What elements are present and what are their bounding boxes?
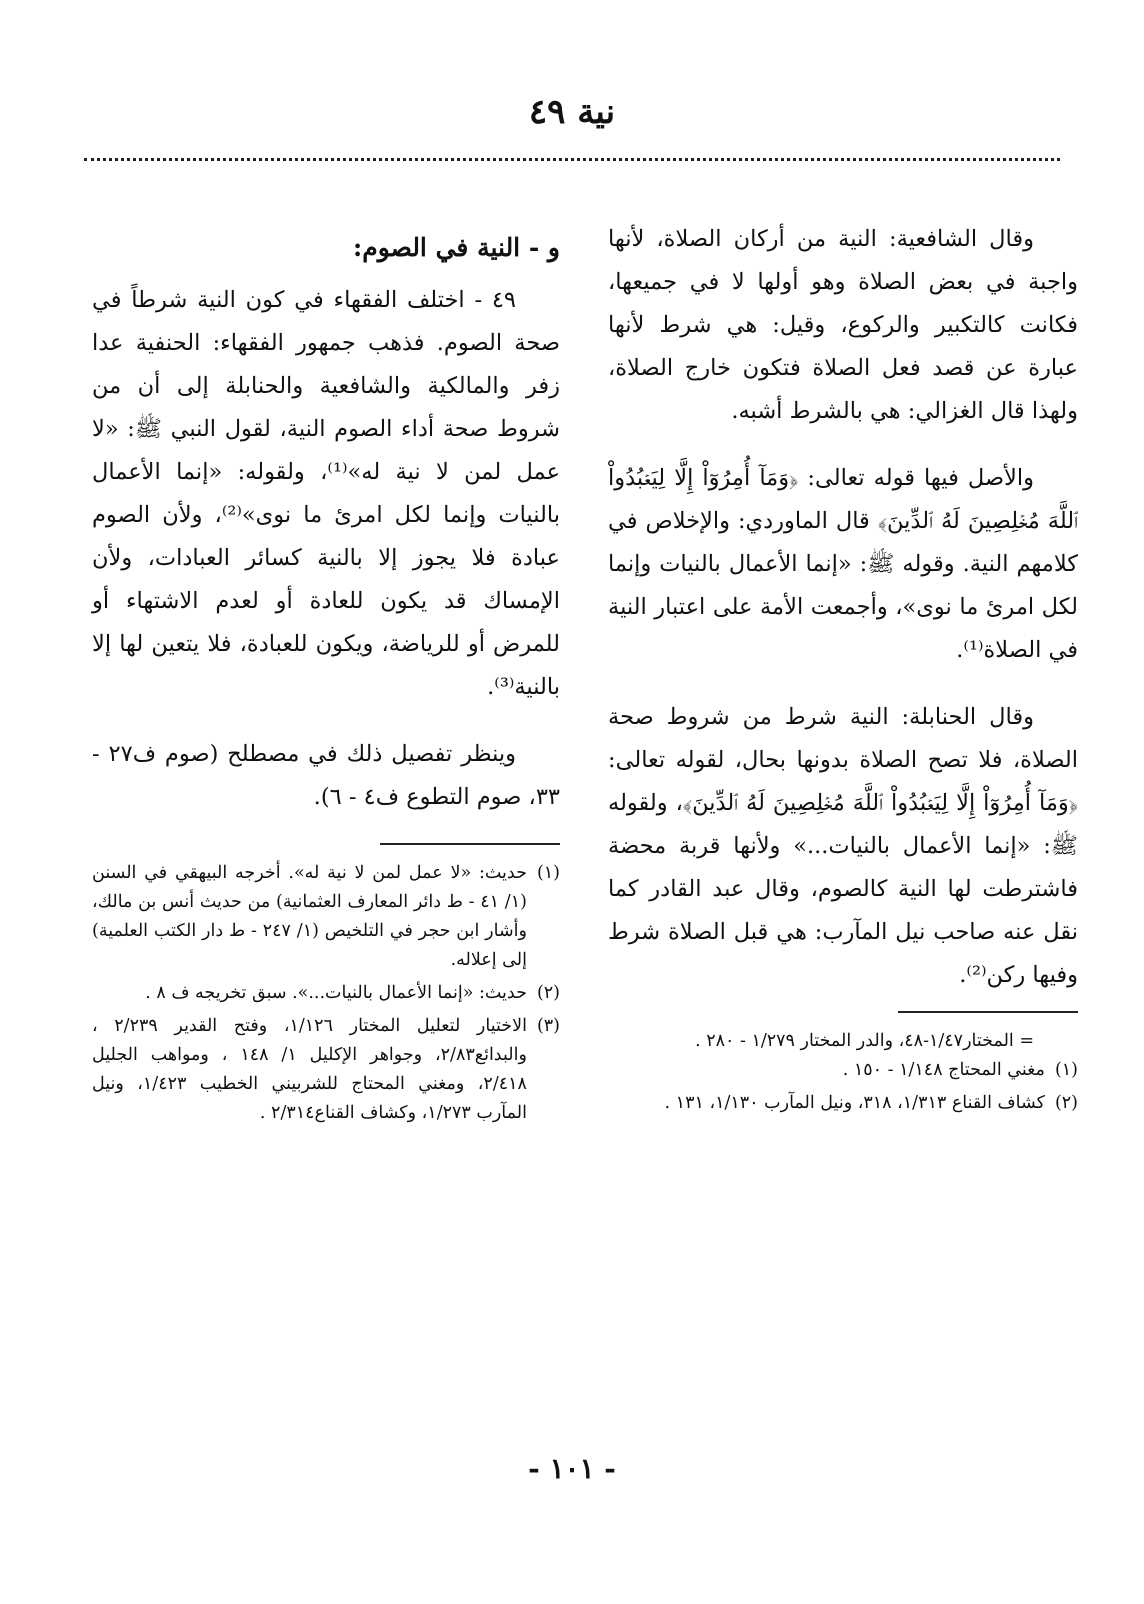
footnote-continuation: = المختار١/٤٧-٤٨، والدر المختار ١/٢٧٩ - ٢٨٠ . xyxy=(695,1031,1034,1051)
left-column xyxy=(92,226,560,1132)
footnotes-left xyxy=(92,859,560,1128)
right-column xyxy=(608,218,1078,1122)
footnote xyxy=(608,1089,1078,1118)
footnote xyxy=(92,859,560,975)
footnote-text: الاختيار لتعليل المختار ١/١٢٦، وفتح القدير ٢/٢٣٩ ، والبدائع٢/٨٣، وجواهر الإكليل ١/ ١٤٨ ، ومواهب الجليل ٢/٤١٨، ومغني المحتاج للشربيني الخطيب ١/٤٢٣، ونيل المآرب ١/٢٧٣، وكشاف القناع٢/٣١٤ . xyxy=(92,1016,527,1123)
footnote-number: (٢) xyxy=(1054,1093,1078,1113)
paragraph-sawm-text: اختلف الفقهاء في كون النية شرطاً في صحة الصوم. فذهب جمهور الفقهاء: الحنفية عدا زفر والمالكية والشافعية والحنابلة إلى أن من شروط صحة أداء الصوم النية، لقول النبي ﷺ: «لا عمل لمن لا نية له»⁽¹⁾، ولقوله: «إنما الأعمال بالنيات وإنما لكل امرئ ما نوى»⁽²⁾، ولأن الصوم عبادة فلا يجوز إلا بالنية كسائر العبادات، ولأن الإمساك قد يكون للعادة أو لعدم الاشتهاء أو للمرض أو للرياضة، ويكون للعبادة، فلا يتعين لها إلا بالنية⁽³⁾. xyxy=(92,287,560,700)
footnote-number: (١) xyxy=(1054,1060,1078,1080)
footnote-number: (١) xyxy=(536,863,560,883)
footnote xyxy=(92,1012,560,1128)
footnote-text: مغني المحتاج ١/١٤٨ - ١٥٠ . xyxy=(842,1060,1045,1080)
paragraph-sawm xyxy=(92,279,560,709)
running-head: نية ٤٩ xyxy=(528,92,616,132)
footnotes-right xyxy=(608,1027,1078,1118)
paragraph-reference: وينظر تفصيل ذلك في مصطلح (صوم ف٢٧ - ٣٣، صوم التطوع ف٤ - ٦). xyxy=(92,741,560,810)
section-heading: و - النية في الصوم: xyxy=(353,233,560,262)
footnote xyxy=(92,979,560,1008)
footnote-number: (٢) xyxy=(536,983,560,1003)
footnote-separator xyxy=(380,843,560,845)
footnote-text: حديث: «لا عمل لمن لا نية له». أخرجه البيهقي في السنن (١/ ٤١ - ط دائر المعارف العثمانية) من حديث أنس بن مالك، وأشار ابن حجر في التلخيص (١/ ٢٤٧ - ط دار الكتب العلمية) إلى إعلاله. xyxy=(92,863,527,970)
footnote-text: كشاف القناع ١/٣١٣، ٣١٨، ونيل المآرب ١/١٣٠، ١٣١ . xyxy=(664,1093,1045,1113)
page-number: - ١٠١ - xyxy=(528,1452,616,1485)
paragraph-shafii: وقال الشافعية: النية من أركان الصلاة، لأنها واجبة في بعض الصلاة وهو أولها لا في جميعها، فكانت كالتكبير والركوع، وقيل: هي شرط لأنها عبارة عن قصد فعل الصلاة فتكون خارج الصلاة، ولهذا قال الغزالي: هي بالشرط أشبه. xyxy=(608,226,1078,424)
header-dotted-rule xyxy=(84,158,1060,161)
footnote-text: حديث: «إنما الأعمال بالنيات...». سبق تخريجه ف ٨ . xyxy=(145,983,527,1003)
paragraph-asl: والأصل فيها قوله تعالى: ﴿وَمَآ أُمِرُوٓاْ إِلَّا لِيَعۡبُدُواْ ٱللَّهَ مُخۡلِصِينَ لَهُ ٱلدِّينَ﴾ قال الماوردي: والإخلاص في كلامهم النية. وقوله ﷺ: «إنما الأعمال بالنيات وإنما لكل امرئ ما نوى»، وأجمعت الأمة على اعتبار النية في الصلاة⁽¹⁾. xyxy=(608,465,1078,663)
footnote xyxy=(608,1056,1078,1085)
footnote-number: (٣) xyxy=(536,1016,560,1036)
footnote-separator xyxy=(898,1011,1078,1013)
paragraph-number: ٤٩ - xyxy=(474,287,517,313)
paragraph-hanabila: وقال الحنابلة: النية شرط من شروط صحة الصلاة، فلا تصح الصلاة بدونها بحال، لقوله تعالى: ﴿وَمَآ أُمِرُوٓاْ إِلَّا لِيَعۡبُدُواْ ٱللَّهَ مُخۡلِصِينَ لَهُ ٱلدِّينَ﴾، ولقوله ﷺ: «إنما الأعمال بالنيات...» ولأنها قربة محضة فاشترطت لها النية كالصوم، وقال عبد القادر كما نقل عنه صاحب نيل المآرب: هي قبل الصلاة شرط وفيها ركن⁽²⁾. xyxy=(608,704,1078,988)
